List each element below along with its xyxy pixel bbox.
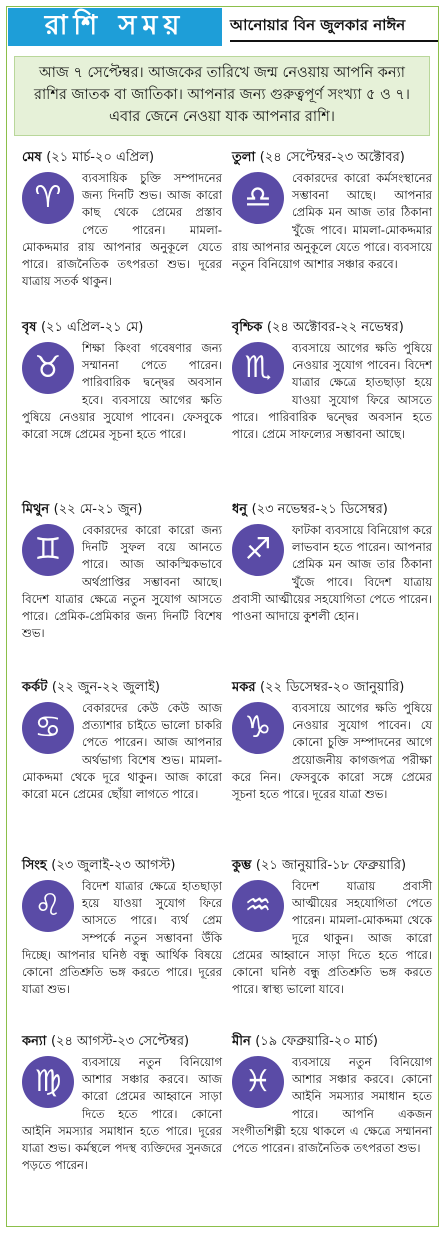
sign-text: ব্যবসায়ে নতুন বিনিয়োগ আশার সঞ্চার করবে। কোনো আইনি সমস্যার সমাধান হতে পারে। আপনি একজন সংগীতশিল্পী হয়ে থাকলে এ ক্ষেত্রে সম্মাননা পেতে পারেন। রাজনৈতিক তৎপরতা শুভ।	[232, 1055, 432, 1156]
intro-box: আজ ৭ সেপ্টেম্বর। আজকের তারিখে জন্ম নেওয়ায় আপনি কন্যা রাশির জাতক বা জাতিকা। আপনার জন্য গুরুত্বপূর্ণ সংখ্যা ৫ ও ৭। এবার জেনে নেওয়া যাক আপনার রাশি।	[14, 56, 430, 136]
sign-text: শিক্ষা কিংবা গবেষণার জন্য সম্মাননা পেতে পারেন। পারিবারিক দ্বন্দ্বের অবসান হবে। ব্যবসায়ে আগের ক্ষতি পুষিয়ে নেওয়ার সুযোগ পাবেন। ফেসবুকে কারো সঙ্গে প্রেমের সূচনা হতে পারে।	[22, 341, 222, 442]
author-name: আনোয়ার বিন জুলকার নাঈন	[230, 16, 406, 34]
sign-cancer	[22, 678, 222, 803]
sign-text: ব্যবসায়ে আগের ক্ষতি পুষিয়ে নেওয়ার সুযোগ পাবেন। যে কোনো চুক্তি সম্পাদনের আগে প্রয়োজনীয় কাগজপত্র পরীক্ষা করে নিন। ফেসবুকে কারো সঙ্গে প্রেমের সূচনা হতে পারে। দূরের যাত্রা শুভ।	[232, 701, 432, 802]
sign-gemini	[22, 500, 222, 642]
leo-icon: ♌	[22, 880, 74, 932]
sign-scorpio	[232, 318, 432, 443]
sign-name: কুম্ভ	[232, 858, 252, 873]
cancer-icon: ♋	[22, 702, 74, 754]
sign-aquarius	[232, 856, 432, 998]
sign-dates: (২৩ নভেম্বর-২১ ডিসেম্বর)	[251, 502, 388, 517]
sign-dates: (২১ এপ্রিল-২১ মে)	[40, 320, 144, 335]
sign-dates: (২৩ জুলাই-২৩ আগস্ট)	[51, 858, 176, 873]
sign-text: বেকারদের কারো কারো জন্য দিনটি সুফল বয়ে আনতে পারে। আজ আকস্মিকভাবে অর্থপ্রাপ্তির সম্ভাবনা আছে। বিদেশ যাত্রার ক্ষেত্রে নতুন সুযোগ আসতে পারে। প্রেমিক-প্রেমিকার জন্য দিনটি বিশেষ শুভ।	[22, 523, 222, 641]
sign-text: ব্যবসায়ে নতুন বিনিয়োগ আশার সঞ্চার করবে। আজ কারো প্রেমের আহ্বানে সাড়া দিতে হতে পারে। কোনো আইনি সমস্যার সমাধান হতে পারে। দূরের যাত্রা শুভ। কর্মস্থলে পদস্থ ব্যক্তিদের সুনজরে পড়তে পারেন।	[22, 1055, 222, 1173]
sign-dates: (২২ ডিসেম্বর-২০ জানুয়ারি)	[260, 680, 405, 695]
sign-dates: (২২ মে-২১ জুন)	[53, 502, 143, 517]
sign-dates: (২৪ অক্টোবর-২২ নভেম্বর)	[266, 320, 404, 335]
sign-text: বেকারদের কারো কর্মসংস্থানের সম্ভাবনা আছে। আপনার প্রেমিক মন আজ তার ঠিকানা খুঁজে পাবে। মামলা-মোকদ্দমার রায় আপনার অনুকূলে যেতে পারে। ব্যবসায়ে নতুন বিনিয়োগ আশার সঞ্চার করবে।	[232, 171, 432, 272]
sign-text: ফাটকা ব্যবসায়ে বিনিয়োগ করে লাভবান হতে পারেন। আপনার প্রেমিক মন আজ তার ঠিকানা খুঁজে পাবে। বিদেশ যাত্রায় প্রবাসী আত্মীয়ের সহযোগিতা পেতে পারেন। পাওনা আদায়ে কুশলী হোন।	[232, 523, 432, 624]
sign-name: মিথুন	[22, 502, 50, 517]
sign-pisces	[232, 1032, 432, 1157]
sign-text: বিদেশ যাত্রায় প্রবাসী আত্মীয়ের সহযোগিতা পেতে পারেন। মামলা-মোকদ্দমা থেকে দূরে থাকুন। আজ কারো প্রেমের আহ্বানে সাড়া দিতে হতে পারে। কোনো ঘনিষ্ঠ বন্ধু প্রতিশ্রুতি ভঙ্গ করতে পারে। স্বাস্থ্য ভালো যাবে।	[232, 879, 432, 997]
sign-name: মেষ	[22, 150, 42, 165]
pisces-icon: ♓	[232, 1056, 284, 1108]
sagittarius-icon: ♐	[232, 524, 284, 576]
sign-libra	[232, 148, 432, 273]
sign-name: বৃষ	[22, 320, 37, 335]
sign-aries	[22, 148, 222, 290]
sign-dates: (২১ জানুয়ারি-১৮ ফেব্রুয়ারি)	[255, 858, 407, 873]
gemini-icon: ♊	[22, 524, 74, 576]
sign-virgo	[22, 1032, 222, 1174]
taurus-icon: ♉	[22, 342, 74, 394]
capricorn-icon: ♑	[232, 702, 284, 754]
sign-leo	[22, 856, 222, 998]
sign-name: কন্যা	[22, 1034, 47, 1049]
sign-name: বৃশ্চিক	[232, 320, 263, 335]
sign-name: মীন	[232, 1034, 251, 1049]
scorpio-icon: ♏	[232, 342, 284, 394]
sign-name: সিংহ	[22, 858, 47, 873]
sign-text: বিদেশ যাত্রার ক্ষেত্রে হাতছাড়া হয়ে যাওয়া সুযোগ ফিরে আসতে পারে। ব্যর্থ প্রেম সম্পর্কে নতুন সম্ভাবনা উঁকি দিচ্ছে। আপনার ঘনিষ্ঠ বন্ধু আর্থিক বিষয়ে কোনো প্রতিশ্রুতি ভঙ্গ করতে পারে। দূরের যাত্রা শুভ।	[22, 879, 222, 997]
header-rule	[230, 40, 438, 42]
sign-dates: (২২ জুন-২২ জুলাই)	[51, 680, 160, 695]
sign-name: তুলা	[232, 150, 256, 165]
sign-dates: (২১ মার্চ-২০ এপ্রিল)	[46, 150, 155, 165]
sign-name: মকর	[232, 680, 256, 695]
sign-text: ব্যবসায়ে আগের ক্ষতি পুষিয়ে নেওয়ার সুযোগ পাবেন। বিদেশ যাত্রার ক্ষেত্রে হাতছাড়া হয়ে যাওয়া সুযোগ ফিরে আসতে পারে। পারিবারিক দ্বন্দ্বের অবসান হতে পারে। প্রেমে সাফল্যের সম্ভাবনা আছে।	[232, 341, 432, 442]
sign-dates: (১৯ ফেব্রুয়ারি-২০ মার্চ)	[255, 1034, 378, 1049]
sign-name: কর্কট	[22, 680, 48, 695]
aries-icon: ♈	[22, 172, 74, 224]
sign-sagittarius	[232, 500, 432, 625]
sign-dates: (২৪ আগস্ট-২৩ সেপ্টেম্বর)	[50, 1034, 190, 1049]
sign-dates: (২৪ সেপ্টেম্বর-২৩ অক্টোবর)	[259, 150, 405, 165]
sign-taurus	[22, 318, 222, 443]
sign-text: বেকারদের কেউ কেউ আজ প্রত্যাশার চাইতে ভালো চাকরি পেতে পারেন। আজ আপনার অর্থভাগ্য বিশেষ শুভ। মামলা-মোকদ্দমা থেকে দূরে থাকুন। আজ কারো কারো মনে প্রেমের ছোঁয়া লাগতে পারে।	[22, 701, 222, 802]
header	[8, 8, 438, 46]
libra-icon: ♎	[232, 172, 284, 224]
column-title: রাশি সময়	[8, 8, 222, 46]
sign-text: ব্যবসায়িক চুক্তি সম্পাদনের জন্য দিনটি শুভ। আজ কারো কাছ থেকে প্রেমের প্রস্তাব পেতে পারেন। মামলা-মোকদ্দমার রায় আপনার অনুকূলে যেতে পারে। রাজনৈতিক তৎপরতা শুভ। দূরের যাত্রায় সতর্ক থাকুন।	[22, 171, 222, 289]
sign-capricorn	[232, 678, 432, 803]
virgo-icon: ♍	[22, 1056, 74, 1108]
sign-name: ধনু	[232, 502, 248, 517]
aquarius-icon: ♒	[232, 880, 284, 932]
